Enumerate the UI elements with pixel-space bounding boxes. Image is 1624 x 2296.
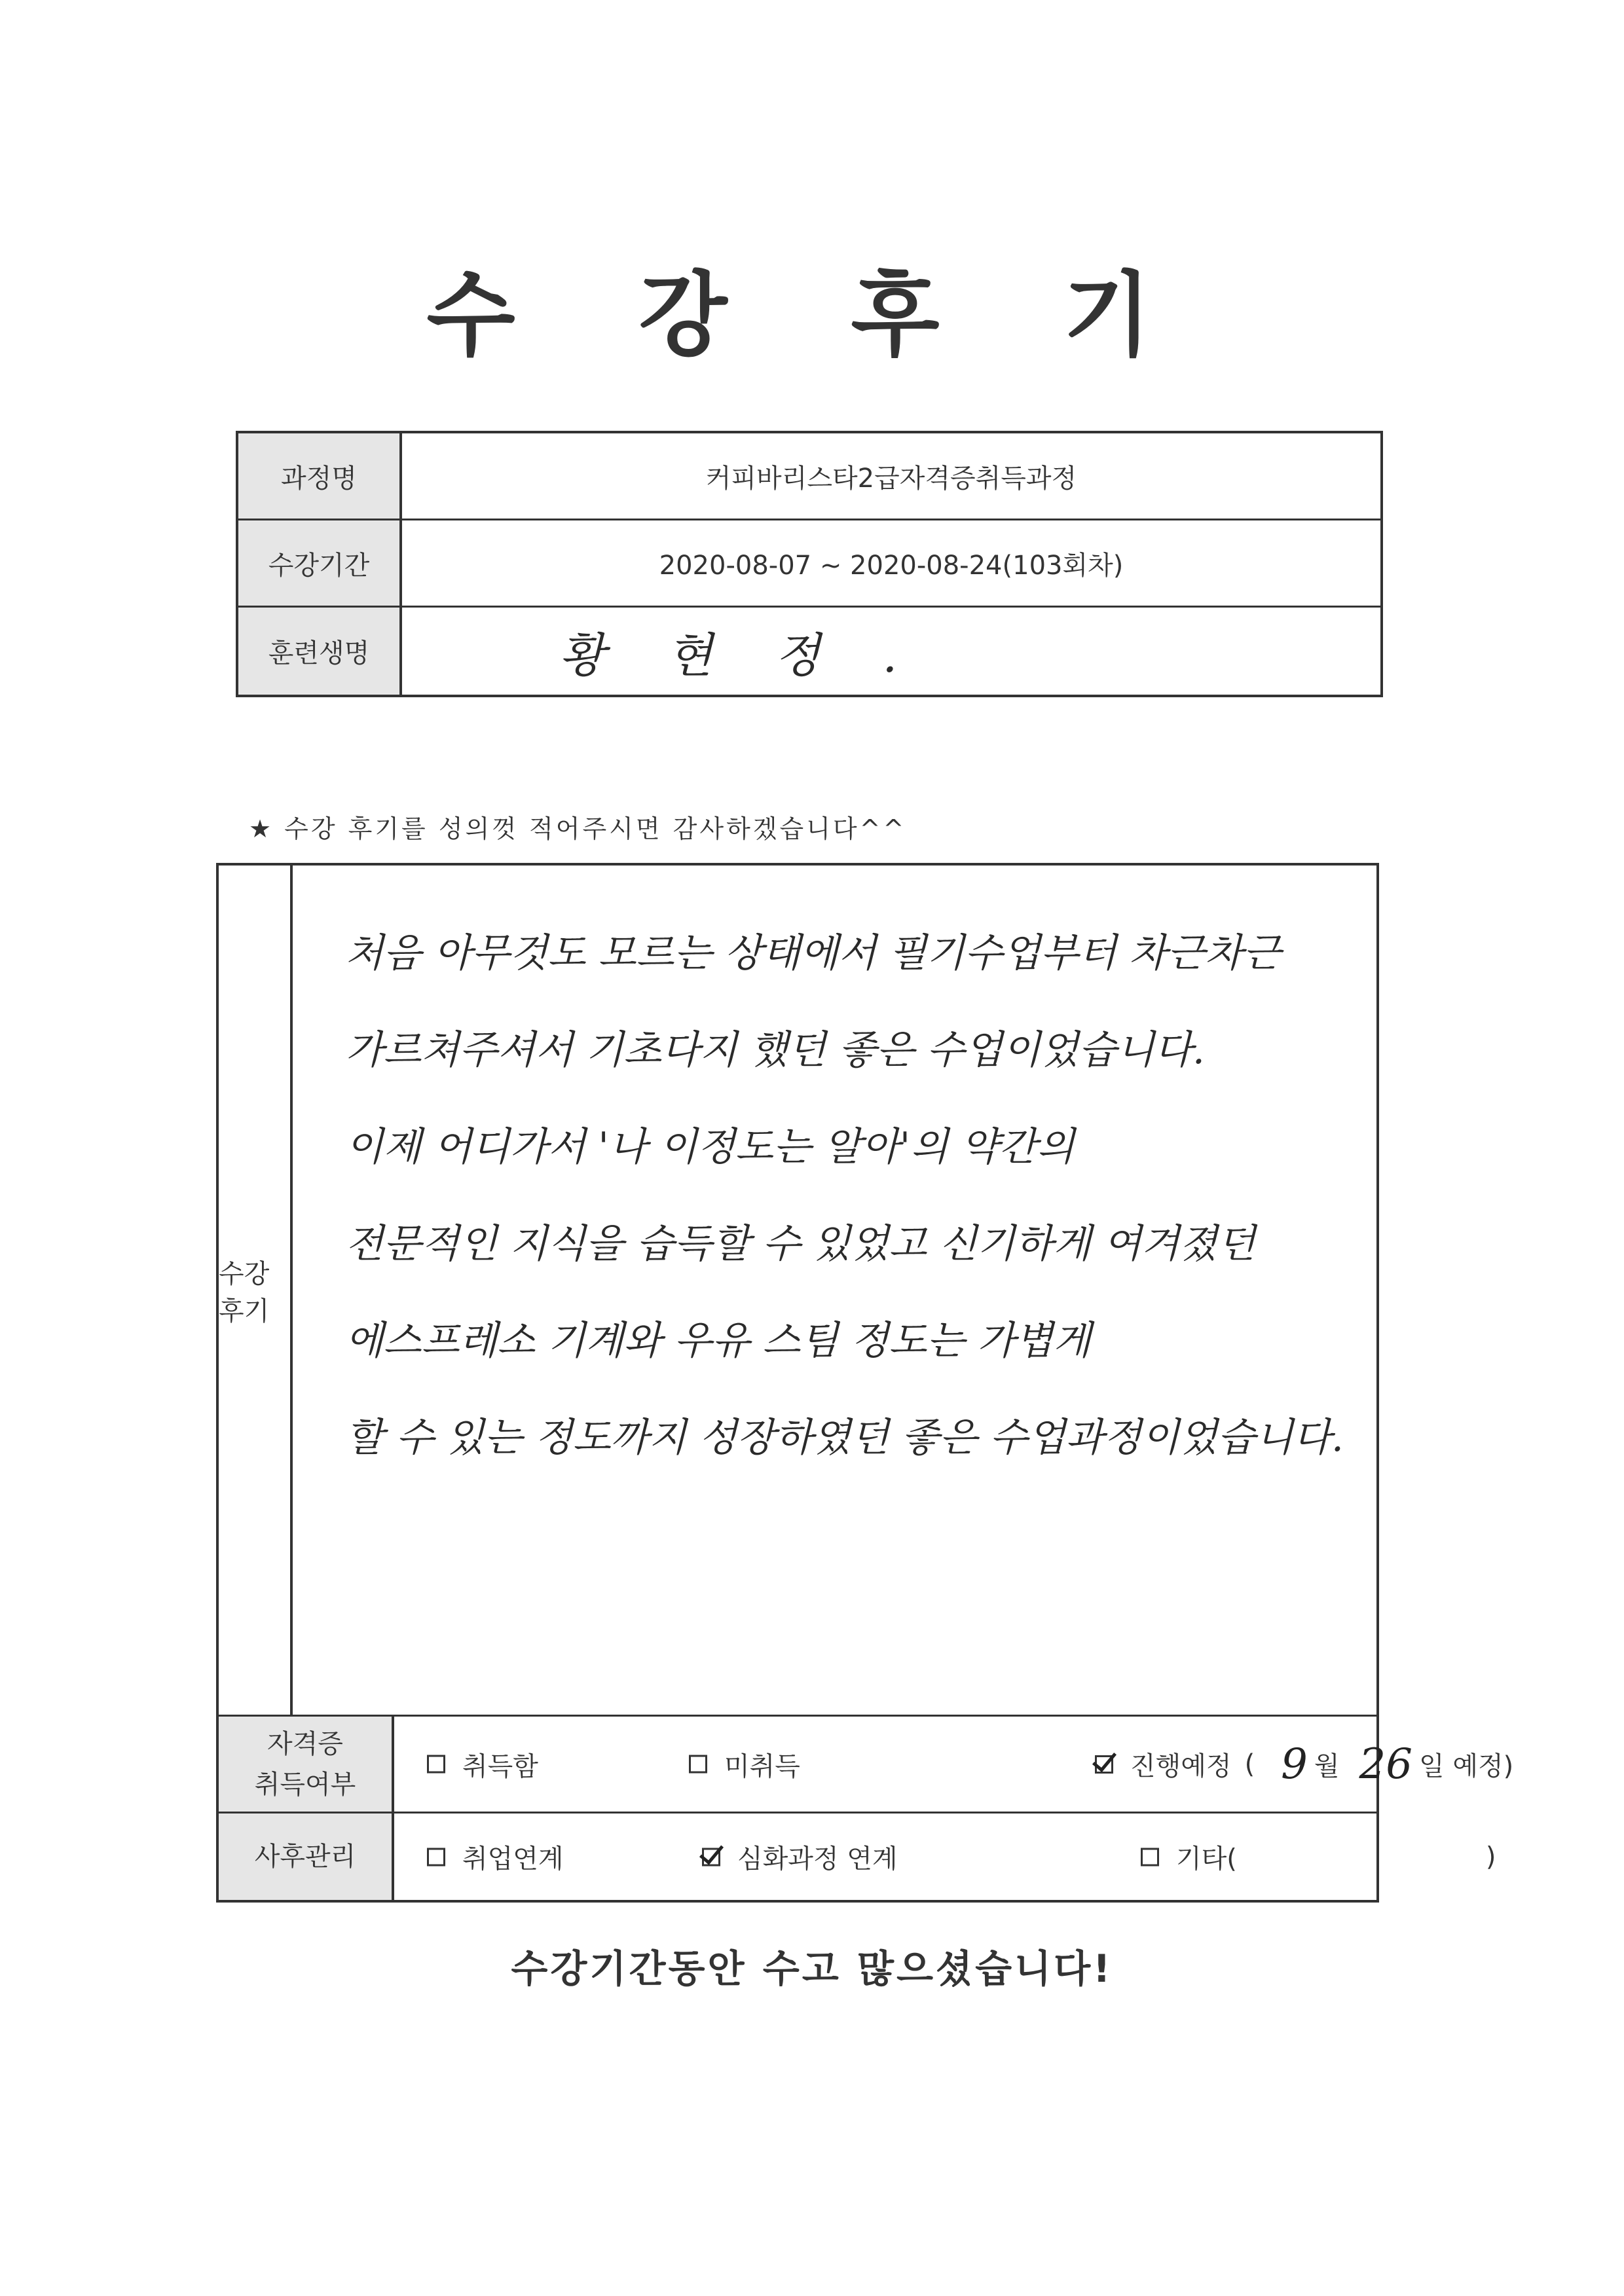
course-period-value: 2020-08-07 ~ 2020-08-24(103회차) <box>659 550 1124 581</box>
certification-label <box>219 1717 394 1812</box>
review-line: 할 수 있는 정도까지 성장하였던 좋은 수업과정이었습니다. <box>345 1415 1344 1461</box>
aftercare-options <box>394 1813 1496 1900</box>
option-other-close-paren: ) <box>1485 1842 1496 1872</box>
course-period-row <box>238 520 1380 608</box>
option-in-progress-label: 진행예정 <box>1130 1751 1232 1781</box>
aftercare-label: 사후관리 <box>219 1813 394 1900</box>
course-name-row <box>238 433 1380 520</box>
option-acquired[interactable] <box>427 1745 538 1783</box>
review-text-area <box>293 866 1376 1715</box>
option-job-link-label: 취업연계 <box>462 1844 564 1874</box>
option-job-link[interactable] <box>427 1838 564 1876</box>
certification-label-line2: 취득여부 <box>254 1769 356 1800</box>
review-line: 전문적인 지식을 습득할 수 있었고 신기하게 여겨졌던 <box>345 1221 1256 1267</box>
course-period-label: 수강기간 <box>238 520 402 606</box>
option-not-acquired[interactable] <box>689 1745 800 1783</box>
option-advanced-course-label: 심화과정 연계 <box>737 1844 898 1874</box>
checkbox-not-acquired[interactable] <box>689 1755 707 1774</box>
checkbox-in-progress[interactable] <box>1095 1755 1113 1774</box>
checkbox-advanced-course[interactable] <box>702 1848 720 1866</box>
checkbox-job-link[interactable] <box>427 1848 445 1866</box>
review-table <box>216 863 1514 1903</box>
schedule-day-unit: 일 예정) <box>1418 1751 1514 1781</box>
review-line: 이제 어디가서 '나 이정도는 알아'의 약간의 <box>345 1124 1075 1170</box>
certification-row <box>219 1717 1514 1813</box>
review-label: 수강후기 <box>219 866 293 1715</box>
schedule-open-paren: ( <box>1244 1749 1255 1779</box>
certification-label-line1: 자격증 <box>267 1728 343 1759</box>
schedule-month: 9 <box>1281 1740 1308 1789</box>
course-info-table <box>236 431 1383 697</box>
review-line: 가르쳐주셔서 기초다지 했던 좋은 수업이었습니다. <box>345 1027 1205 1073</box>
option-not-acquired-label: 미취득 <box>724 1751 800 1781</box>
course-name-label: 과정명 <box>238 433 402 519</box>
option-advanced-course[interactable] <box>702 1838 898 1876</box>
trainee-name-value: 황 현 정 . <box>559 627 921 683</box>
review-section <box>219 866 1376 1717</box>
aftercare-row <box>219 1813 1496 1900</box>
trainee-name-row <box>238 608 1380 695</box>
option-other[interactable] <box>1141 1838 1496 1876</box>
schedule-day: 26 <box>1359 1740 1412 1789</box>
footer-message: 수강기간동안 수고 많으셨습니다! <box>511 1946 1113 1991</box>
page-title: 수 강 후 기 <box>426 263 1198 369</box>
certification-options <box>394 1717 1514 1812</box>
checkbox-other[interactable] <box>1141 1848 1159 1866</box>
schedule-month-unit: 월 <box>1314 1751 1340 1781</box>
option-acquired-label: 취득함 <box>462 1751 538 1781</box>
checkbox-acquired[interactable] <box>427 1755 445 1774</box>
trainee-name-label: 훈련생명 <box>238 608 402 695</box>
course-name-value: 커피바리스타2급자격증취득과정 <box>705 463 1077 494</box>
instruction-text: ★ 수강 후기를 성의껏 적어주시면 감사하겠습니다^^ <box>249 814 907 843</box>
option-other-label: 기타( <box>1176 1844 1237 1874</box>
review-line: 처음 아무것도 모르는 상태에서 필기수업부터 차근차근 <box>345 930 1281 976</box>
option-in-progress[interactable] <box>1095 1740 1513 1789</box>
review-line: 에스프레소 기계와 우유 스팀 정도는 가볍게 <box>345 1318 1092 1364</box>
